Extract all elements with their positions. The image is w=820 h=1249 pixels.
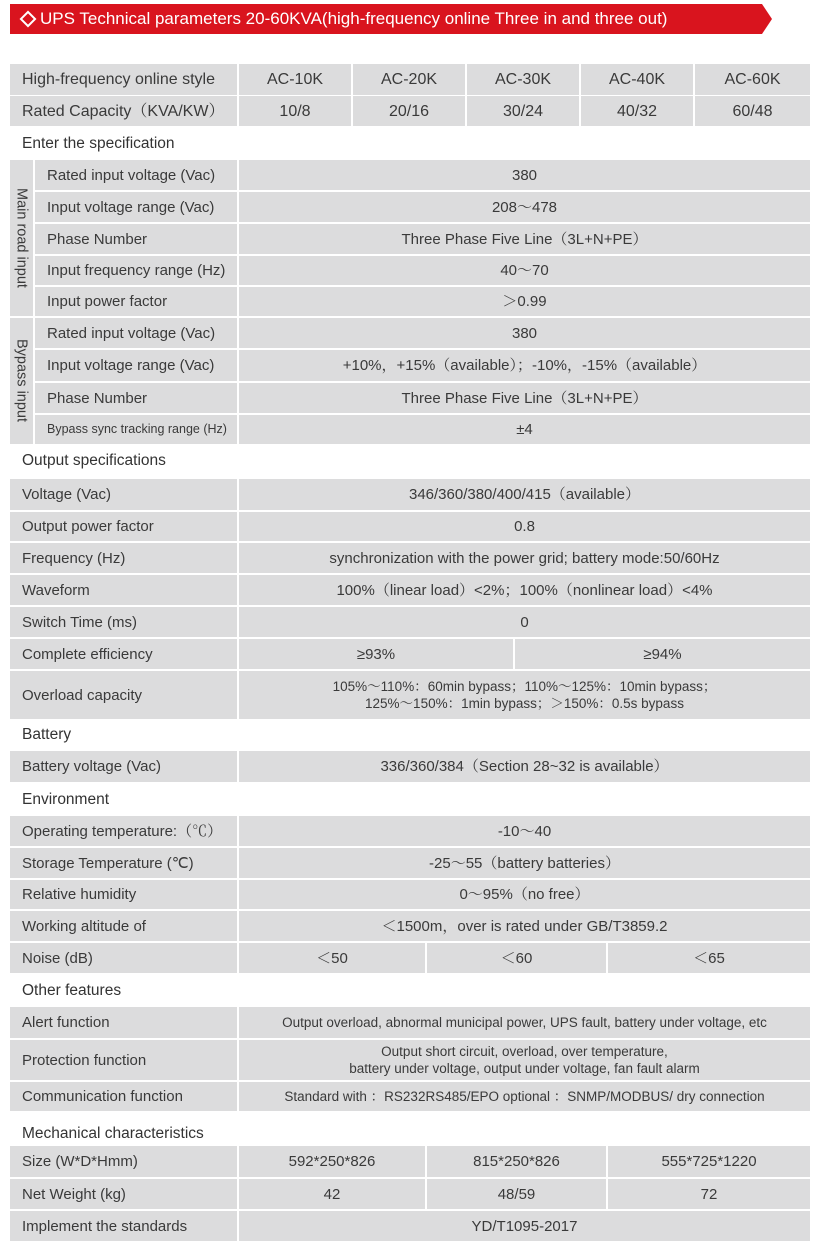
size-label: Size (W*D*Hmm) xyxy=(10,1146,237,1177)
noise-label: Noise (dB) xyxy=(10,943,237,973)
output-label: Output power factor xyxy=(10,512,237,541)
output-label: Waveform xyxy=(10,575,237,605)
output-heading: Output specifications xyxy=(22,452,166,469)
capacity-cell: 40/32 xyxy=(581,96,693,126)
diamond-icon xyxy=(20,11,37,28)
bypass-input-value: +10%，+15%（available）；-10%，-15%（available） xyxy=(239,350,810,381)
protection-value xyxy=(239,1040,810,1080)
output-value: 346/360/380/400/415（available） xyxy=(239,479,810,510)
models-label: High-frequency online style xyxy=(10,64,237,95)
output-label: Voltage (Vac) xyxy=(10,479,237,510)
bypass-input-label: Bypass sync tracking range (Hz) xyxy=(35,415,237,444)
environment-value: -25～55（battery batteries） xyxy=(239,848,810,878)
output-value: 0.8 xyxy=(239,512,810,541)
bypass-input-value: 380 xyxy=(239,318,810,348)
overload-value xyxy=(239,671,810,719)
mechanical-heading: Mechanical characteristics xyxy=(22,1125,204,1142)
bypass-input-label: Phase Number xyxy=(35,383,237,413)
capacity-cell: 20/16 xyxy=(353,96,465,126)
communication-label: Communication function xyxy=(10,1082,237,1111)
noise-value: ＜50 xyxy=(239,943,425,973)
main-input-value: 380 xyxy=(239,160,810,190)
main-input-value: 40～70 xyxy=(239,256,810,285)
environment-value: 0～95%（no free） xyxy=(239,880,810,909)
model-cell: AC-10K xyxy=(239,64,351,95)
bypass-input-label: Bypass input xyxy=(10,318,33,444)
main-input-value: Three Phase Five Line（3L+N+PE） xyxy=(239,224,810,254)
size-value: 815*250*826 xyxy=(427,1146,606,1177)
communication-value: Standard with ：RS232RS485/EPO optional ：SNMP/MODBUS/ dry connection xyxy=(239,1082,810,1111)
standards-label: Implement the standards xyxy=(10,1211,237,1241)
battery-heading: Battery xyxy=(22,726,72,743)
environment-label: Storage Temperature (℃) xyxy=(10,848,237,878)
main-input-label: Input power factor xyxy=(35,287,237,316)
weight-value: 42 xyxy=(239,1179,425,1209)
alert-value: Output overload, abnormal municipal power, UPS fault, battery under voltage, etc xyxy=(239,1007,810,1038)
efficiency-label: Complete efficiency xyxy=(10,639,237,669)
main-input-value: 208～478 xyxy=(239,192,810,222)
capacity-cell: 10/8 xyxy=(239,96,351,126)
main-input-label: Input frequency range (Hz) xyxy=(35,256,237,285)
size-value: 592*250*826 xyxy=(239,1146,425,1177)
bypass-input-label: Rated input voltage (Vac) xyxy=(35,318,237,348)
title-banner xyxy=(10,4,762,34)
model-cell: AC-30K xyxy=(467,64,579,95)
bypass-input-label: Input voltage range (Vac) xyxy=(35,350,237,381)
size-value: 555*725*1220 xyxy=(608,1146,810,1177)
output-value: 0 xyxy=(239,607,810,637)
banner-title: UPS Technical parameters 20-60KVA(high-frequency online Three in and three out) xyxy=(40,9,668,28)
capacity-cell: 30/24 xyxy=(467,96,579,126)
capacity-cell: 60/48 xyxy=(695,96,810,126)
model-cell: AC-40K xyxy=(581,64,693,95)
battery-label: Battery voltage (Vac) xyxy=(10,751,237,782)
other-heading: Other features xyxy=(22,982,122,999)
weight-label: Net Weight (kg) xyxy=(10,1179,237,1209)
weight-value: 72 xyxy=(608,1179,810,1209)
input-heading: Enter the specification xyxy=(22,135,175,152)
model-cell: AC-60K xyxy=(695,64,810,95)
bypass-input-value: ±4 xyxy=(239,415,810,444)
environment-value: ＜1500m，over is rated under GB/T3859.2 xyxy=(239,911,810,941)
environment-label: Relative humidity xyxy=(10,880,237,909)
protection-line: battery under voltage, output under voltage, fan fault alarm xyxy=(349,1061,700,1076)
overload-line: 105%～110%：60min bypass；110%～125%：10min bypass； xyxy=(332,679,717,694)
environment-heading: Environment xyxy=(22,791,110,808)
environment-value: -10～40 xyxy=(239,816,810,846)
noise-value: ＜60 xyxy=(427,943,606,973)
overload-label: Overload capacity xyxy=(10,671,237,719)
main-input-value: ＞0.99 xyxy=(239,287,810,316)
banner-arrow xyxy=(762,4,772,34)
noise-value: ＜65 xyxy=(608,943,810,973)
main-input-label: Phase Number xyxy=(35,224,237,254)
efficiency-value: ≥94% xyxy=(515,639,810,669)
environment-label: Operating temperature:（℃） xyxy=(10,816,237,846)
overload-line: 125%～150%：1min bypass；＞150%：0.5s bypass xyxy=(365,696,684,711)
output-label: Frequency (Hz) xyxy=(10,543,237,573)
battery-value: 336/360/384（Section 28~32 is available） xyxy=(239,751,810,782)
alert-label: Alert function xyxy=(10,1007,237,1038)
bypass-input-value: Three Phase Five Line（3L+N+PE） xyxy=(239,383,810,413)
output-value: 100%（linear load）<2%；100%（nonlinear load）<4% xyxy=(239,575,810,605)
main-input-label: Input voltage range (Vac) xyxy=(35,192,237,222)
weight-value: 48/59 xyxy=(427,1179,606,1209)
environment-label: Working altitude of xyxy=(10,911,237,941)
output-label: Switch Time (ms) xyxy=(10,607,237,637)
main-road-input-label: Main road input xyxy=(10,160,33,316)
protection-line: Output short circuit, overload, over temperature, xyxy=(381,1044,668,1059)
model-cell: AC-20K xyxy=(353,64,465,95)
output-value: synchronization with the power grid; battery mode:50/60Hz xyxy=(239,543,810,573)
capacity-label: Rated Capacity（KVA/KW） xyxy=(10,96,237,126)
protection-label: Protection function xyxy=(10,1040,237,1080)
standards-value: YD/T1095-2017 xyxy=(239,1211,810,1241)
efficiency-value: ≥93% xyxy=(239,639,513,669)
main-input-label: Rated input voltage (Vac) xyxy=(35,160,237,190)
